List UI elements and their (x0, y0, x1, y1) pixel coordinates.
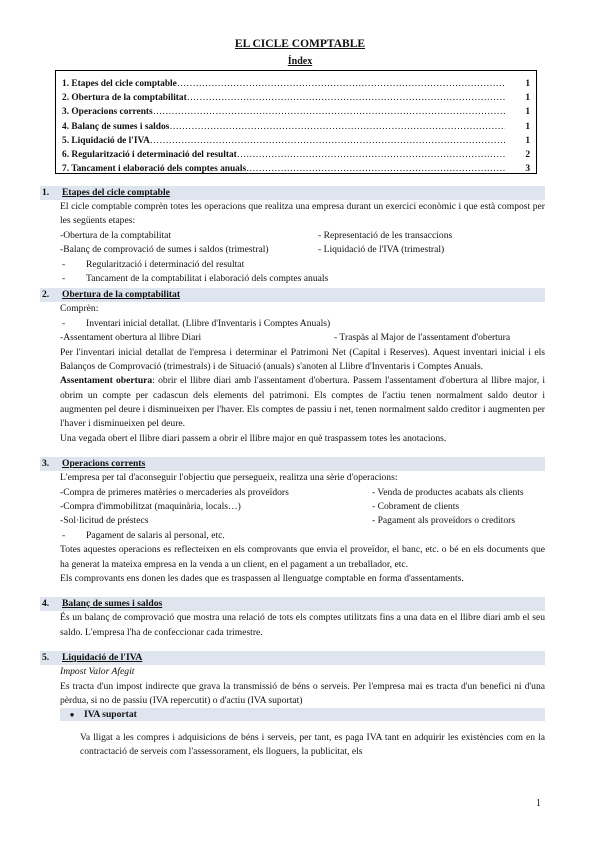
toc-entry[interactable]: 7. Tancament i elaboració dels comptes anuals ………………………………………………………………………………………………………………………… 3 (62, 162, 530, 176)
section-3-list: - Compra de primeres matèries o mercaderies als proveïdors - Venda de productes acabats als clients - Compra d'immobilitzat (maquinària, locals…) - Cobrament de clients - Sol·licitud de préstecs - Pagament als proveïdors o creditors - Pagament de salaris al personal, etc. (60, 486, 545, 544)
section-heading-1: 1. Etapes del cicle comptable (40, 186, 545, 200)
section-3-intro: L'empresa per tal d'aconseguir l'objectiu que persegueix, realitza una sèrie d'operacions: (60, 472, 398, 484)
section-heading-4: 4. Balanç de sumes i saldos (40, 597, 545, 611)
section-1-intro: El cicle comptable comprèn totes les operacions que realitza una empresa durant un exercici econòmic i que està compost per les següents etapes: (60, 201, 545, 227)
section-heading-2: 2. Obertura de la comptabilitat (40, 288, 545, 302)
list-item: Assentament obertura al llibre Diari (63, 332, 202, 344)
iva-suportat-paragraph: Va lligat a les compres i adquisicions de béns i serveis, per tant, es paga IVA tant en adquirir les existències com en la contractació de serveis com l'assessorament, els lloguers, la publicitat, els (80, 731, 545, 758)
toc-entry[interactable]: 4. Balanç de sumes i saldos ………………………………………………………………………………………………………………………… 1 (62, 120, 530, 134)
list-item: Compra de primeres matèries o mercaderies als proveïdors (63, 486, 289, 498)
toc-entry[interactable]: 3. Operacions corrents ………………………………………………………………………………………………………………………… 1 (62, 105, 530, 119)
list-item: - Cobrament de clients (372, 501, 460, 513)
section-2-list: - Inventari inicial detallat. (Llibre d'Inventaris i Comptes Anuals) - Assentament obertura al llibre Diari - Traspàs al Major de l'assentament d'obertura (60, 317, 545, 346)
section-2-paragraph: Assentament obertura: obrir el llibre diari amb l'assentament d'obertura. Passem l'assentament d'obertura al llibre major, i obrim un compte per cadascun dels elements del patrimoni. Els comptes de l'actiu tenen normalment saldo deutor i augmenten pel deure i disminueixen per l'haver. Els comptes de passiu i net, tenen normalment saldo creditor i augmenten per l'haver i disminueixen pel deure. (60, 375, 545, 430)
table-of-contents (55, 70, 537, 174)
list-item: Sol·licitud de préstecs (63, 515, 149, 527)
iva-suportat-heading: ● IVA suportat (60, 708, 545, 721)
document-body (40, 184, 545, 769)
index-heading: Índex (287, 56, 313, 67)
document-title: EL CICLE COMPTABLE (234, 38, 366, 50)
section-2-paragraph: Una vegada obert el llibre diari passem a obrir el llibre major en què traspassem totes les anotacions. (60, 432, 447, 444)
section-3-paragraph: Totes aquestes operacions es reflecteixen en els comprovants que envia el proveïdor, el banc, etc. o bé en els documents que ha generat la mateixa empresa en la venda a un client, en el pagament a un treballador, etc. (60, 544, 545, 570)
list-item: Compra d'immobilitzat (maquinària, locals…) (63, 501, 241, 513)
list-item: Regularització i determinació del resultat (86, 258, 245, 270)
toc-entry[interactable]: 5. Liquidació de l'IVA ………………………………………………………………………………………………………………………… 1 (62, 134, 530, 148)
list-item: - Representació de les transaccions (318, 229, 453, 241)
section-2-intro: Comprèn: (60, 303, 99, 315)
list-item: Inventari inicial detallat. (Llibre d'Inventaris i Comptes Anuals) (86, 317, 331, 329)
section-heading-3: 3. Operacions corrents (40, 457, 545, 471)
section-4-paragraph: És un balanç de comprovació que mostra una relació de tots els comptes utilitzats fins a una data en el llibre diari amb el seu saldo. L'empresa l'ha de confeccionar cada trimestre. (60, 612, 545, 638)
toc-entry[interactable]: 2. Obertura de la comptabilitat ………………………………………………………………………………………………………………………… 1 (62, 91, 530, 105)
list-item: Obertura de la comptabilitat (63, 229, 172, 241)
section-3-paragraph: Els comprovants ens donen les dades que es traspassen al llenguatge comptable en forma d'assentaments. (60, 572, 464, 584)
section-5-paragraph: Es tracta d'un impost indirecte que grava la transmissió de béns o serveis. Per l'empresa mai es tracta d'un benefici ni d'una pèrdua, si no de passiu (IVA repercutit) o d'actiu (IVA suportat) (60, 680, 545, 706)
section-5-subtitle: Impost Valor Afegit (60, 666, 135, 678)
list-item: Pagament de salaris al personal, etc. (86, 529, 225, 541)
bullet-icon: ● (69, 709, 75, 719)
list-item: - Traspàs al Major de l'assentament d'obertura (334, 332, 511, 344)
section-2-paragraph: Per l'inventari inicial detallat de l'empresa i determinar el Patrimoni Net (Capital i Reserves). Aquest inventari inicial i els Balanços de Comprovació (trimestrals) i de Situació (anuals) s'anoten al Llibre d'Inventaris i Comptes Anuals. (60, 346, 545, 372)
section-1-list: - Obertura de la comptabilitat - Representació de les transaccions - Balanç de comprovació de sumes i saldos (trimestral) - Liquidació de l'IVA (trimestral) - Regularització i determinació del resultat - Tancament de la comptabilitat i elaboració dels comptes anuals (60, 229, 545, 287)
page-number: 1 (536, 798, 541, 809)
list-item: - Liquidació de l'IVA (trimestral) (318, 244, 445, 256)
section-heading-5: 5. Liquidació de l'IVA (40, 651, 545, 665)
toc-entry[interactable]: 1. Etapes del cicle comptable ………………………………………………………………………………………………………………………… 1 (62, 77, 530, 91)
toc-entry[interactable]: 6. Regularització i determinació del resultat ………………………………………………………………………………………………………………………… 2 (62, 148, 530, 162)
list-item: Balanç de comprovació de sumes i saldos (trimestral) (63, 244, 269, 256)
list-item: - Venda de productes acabats als clients (372, 486, 524, 498)
list-item: - Pagament als proveïdors o creditors (372, 515, 516, 527)
list-item: Tancament de la comptabilitat i elaboració dels comptes anuals (86, 272, 329, 284)
